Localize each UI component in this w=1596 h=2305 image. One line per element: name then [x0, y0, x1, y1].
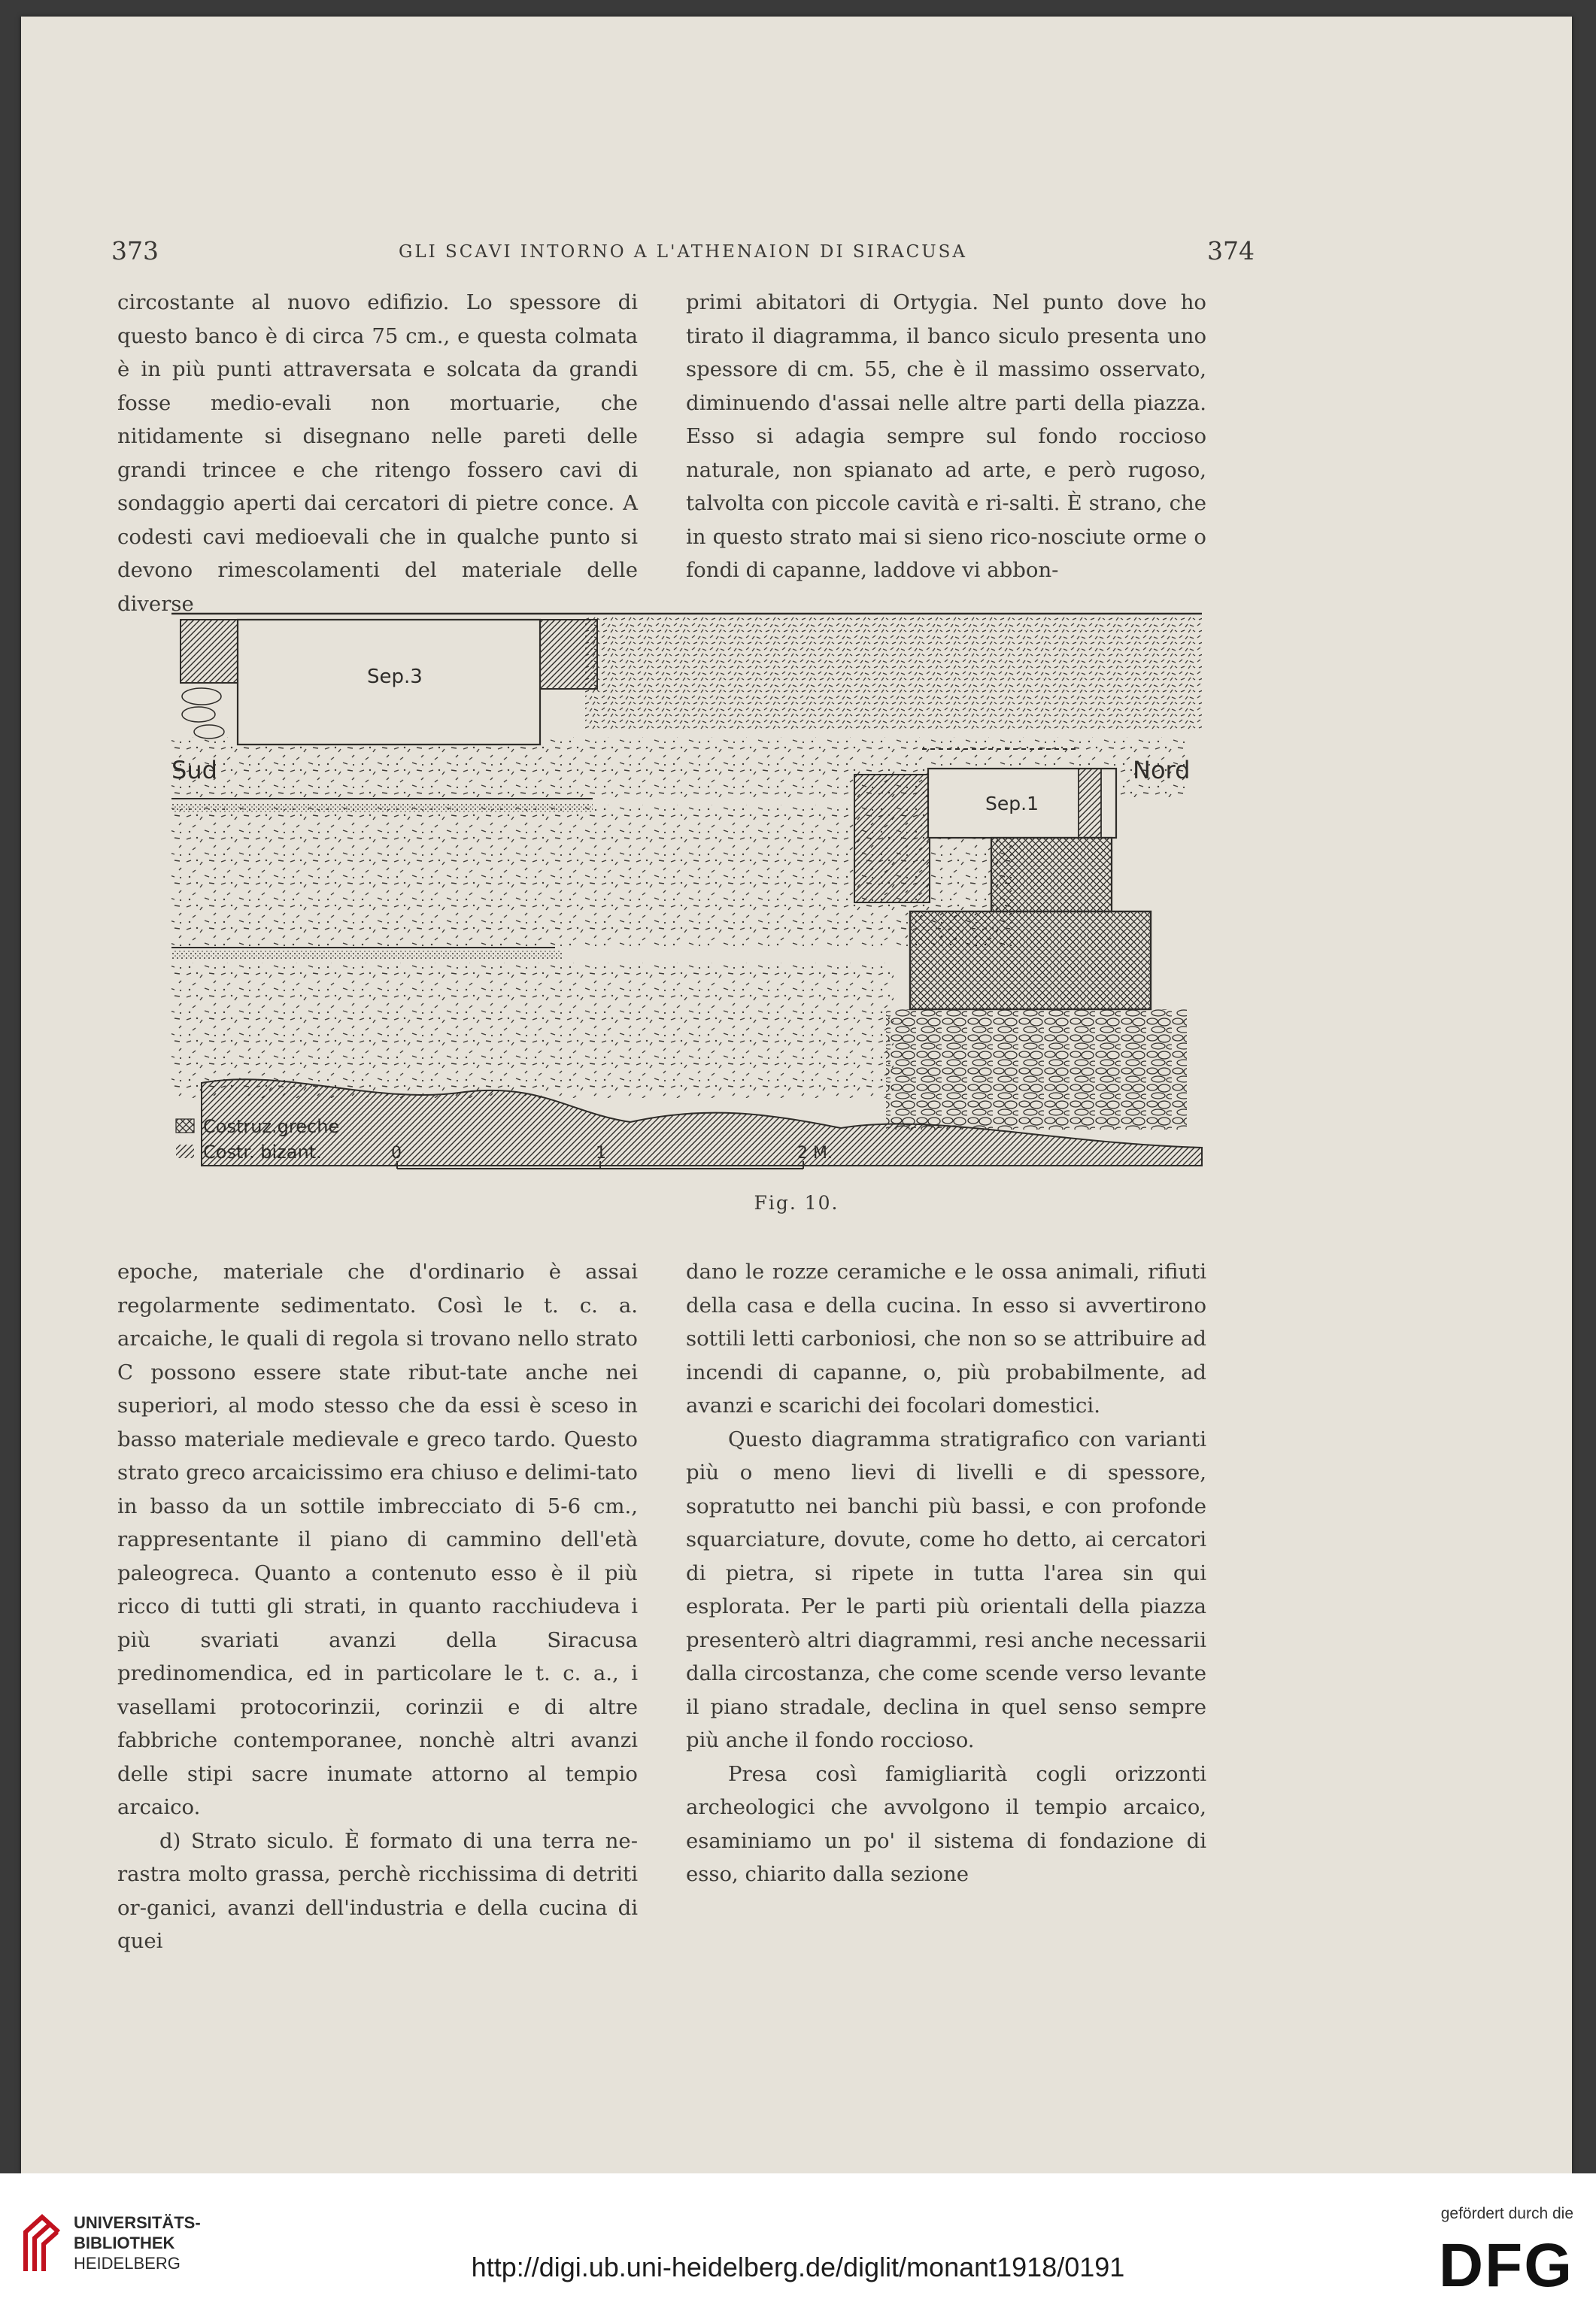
scale-two: 2 M.	[797, 1144, 833, 1163]
sep3-wall-left	[181, 620, 238, 683]
legend-greek-label: Costruz.greche	[203, 1116, 340, 1137]
paragraph: d) Strato siculo. È formato di una terra ne-rastra molto grassa, perchè ricchissima di detriti or-ganici, avanzi dell'industria e della cucina di quei	[117, 1828, 638, 1953]
sep1-wall-right	[1079, 769, 1101, 838]
scanned-page	[21, 17, 1572, 2173]
gravel-band-upper	[171, 803, 593, 812]
funding-note: gefördert durch die	[1440, 2205, 1573, 2222]
left-page-number: 373	[111, 236, 159, 265]
sud-label: Sud	[171, 756, 217, 784]
permalink-url[interactable]: http://digi.ub.uni-heidelberg.de/diglit/monant1918/0191	[471, 2252, 1125, 2282]
text-column-bottom-left	[117, 1255, 638, 1958]
legend-byzantine-swatch	[176, 1145, 194, 1158]
gravel-band-lower	[171, 951, 563, 960]
upper-fill-stratum	[585, 617, 1202, 729]
dfg-logo: DFG	[1438, 2231, 1573, 2300]
library-name: UNIVERSITÄTS- BIBLIOTHEK HEIDELBERG	[74, 2213, 201, 2273]
paragraph: Questo diagramma stratigrafico con varianti più o meno lievi di livelli e di spessore, sopratutto nei banchi più bassi, e con profonde squarciature, dovute, come ho detto, ai cercatori di pietra, si ripete in tutta l'area sin qui esplorata. Per le parti più orientali della piazza presenterò altri diagrammi, resi anche necessarii dalla circostanza, che come scende verso levante il piano stradale, declina in quel senso sempre più anche il fondo roccioso.	[686, 1427, 1206, 1752]
greek-foundation-upper	[991, 838, 1112, 911]
stratigraphic-section-figure	[149, 587, 1217, 1188]
rubble-foundation	[886, 1009, 1187, 1130]
text-column-bottom-right	[686, 1255, 1206, 1891]
sep3-wall-right	[540, 620, 597, 689]
scale-zero: 0	[391, 1144, 402, 1163]
section-drawing	[149, 587, 1217, 1188]
paragraph: circostante al nuovo edifizio. Lo spessore di questo banco è di circa 75 cm., e questa colmata è in più punti attraversata e solcata da grandi fosse medio-evali non mortuarie, che nitidamente si disegnano nelle pareti delle grandi trincee e che ritengo fossero cavi di sondaggio aperti dai cercatori di pietre conce. A codesti cavi medioevali che in qualche punto si devono rimescolamenti del materiale delle diverse	[117, 290, 638, 616]
sep3-label: Sep.3	[367, 666, 423, 688]
sep1-label: Sep.1	[985, 793, 1039, 814]
stratum-c	[171, 963, 894, 1098]
paragraph: primi abitatori di Ortygia. Nel punto dove ho tirato il diagramma, il banco siculo presenta uno spessore di cm. 55, che è il massimo osservato, diminuendo d'assai nelle altre parti della piazza. Esso si adagia sempre sul fondo roccioso naturale, non spianato ad arte, e però rugoso, talvolta con piccole cavità e ri-salti. È strano, che in questo strato mai si sieno rico-nosciute orme o fondi di capanne, laddove vi abbon-	[686, 290, 1206, 582]
right-page-number: 374	[1207, 236, 1255, 265]
digitization-footer	[0, 2173, 1596, 2305]
nord-label: Nord	[1133, 756, 1191, 784]
running-header	[111, 236, 1255, 274]
sep1-wall-left	[854, 775, 930, 902]
sep3-rubble	[182, 688, 224, 739]
paragraph: epoche, materiale che d'ordinario è assai regolarmente sedimentato. Così le t. c. a. arcaiche, le quali di regola si trovano nello strato C possono essere state ribut-tate anche nei superiori, al modo stesso che da essi è sceso in basso materiale medievale e greco tardo. Questo strato greco arcaicissimo era chiuso e delimi-tato in basso da un sottile imbrecciato di 5-6 cm., rappresentante il piano di cammino dell'età paleogreca. Quanto a contenuto esso è il più ricco di tutti gli strati, in quanto racchiudeva i più svariati avanzi della Siracusa predinomendica, ed in particolare le t. c. a., i vasellami protocorinzii, corinzii e di altre fabbriche contemporanee, nonchè altri avanzi delle stipi sacre inumate attorno al tempio arcaico.	[117, 1260, 638, 1819]
legend-byzantine-label: Costr. bizant.	[203, 1142, 322, 1163]
text-column-top-left	[117, 286, 638, 620]
greek-foundation-lower	[910, 911, 1151, 1009]
legend-greek-swatch	[176, 1119, 194, 1133]
text-column-top-right	[686, 286, 1206, 587]
paragraph: Presa così famigliarità cogli orizzonti archeologici che avvolgono il tempio arcaico, esaminiamo un po' il sistema di fondazione di esso, chiarito dalla sezione	[686, 1761, 1206, 1886]
running-title: GLI SCAVI INTORNO A L'ATHENAION DI SIRACUSA	[398, 242, 967, 262]
figure-caption: Fig. 10.	[754, 1192, 839, 1214]
paragraph: dano le rozze ceramiche e le ossa animali, rifiuti della casa e della cucina. In esso si avvertirono sottili letti carboniosi, che non so se attribuire ad incendi di capanne, o, più probabilmente, ad avanzi e scarichi dei focolari domestici.	[686, 1260, 1206, 1418]
scale-one: 1	[596, 1144, 606, 1163]
